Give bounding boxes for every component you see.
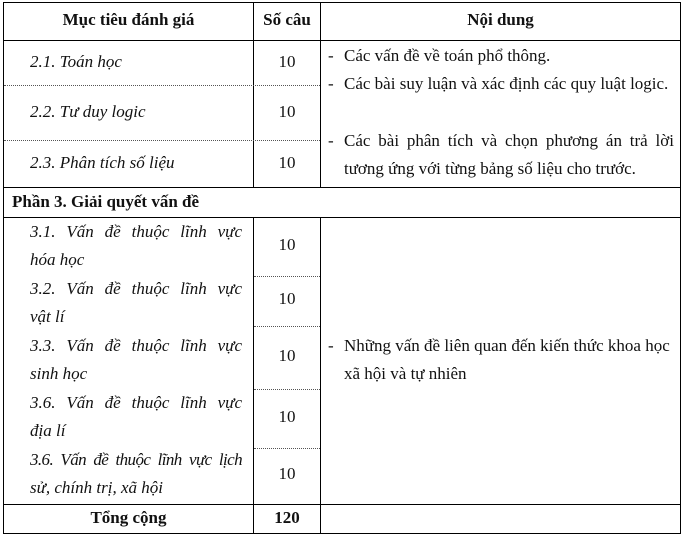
content-text: Các vấn đề về toán phổ thông. — [344, 46, 551, 65]
header-count: Số câu — [263, 10, 311, 29]
content-bullet: - Các bài phân tích và chọn phương án trả lời tương ứng với từng bảng số liệu cho trước. — [328, 127, 674, 183]
objective-line: 3.6. Vấn đề thuộc lĩnh vực lịch — [30, 450, 242, 469]
content-bullet: - Các vấn đề về toán phổ thông. — [328, 42, 674, 70]
count-cell: 10 — [278, 153, 296, 172]
objective-line: 3.2. Vấn đề thuộc lĩnh vực — [30, 279, 242, 298]
border-top — [3, 2, 681, 3]
content-bullet: - Các bài suy luận và xác định các quy luật logic. — [328, 70, 674, 98]
content-text: Các bài suy luận và xác định các quy luật logic. — [344, 74, 669, 93]
objective-cell: 2.2. Tư duy logic — [30, 102, 146, 121]
count-cell: 10 — [278, 464, 296, 483]
total-label: Tổng cộng — [90, 508, 167, 527]
count-cell: 10 — [278, 102, 296, 121]
count-cell: 10 — [278, 407, 296, 426]
row-divider — [4, 85, 320, 86]
content-text: Những vấn đề liên quan đến kiến thức khoa học xã hội và tự nhiên — [344, 336, 670, 383]
total-rule-right — [320, 504, 681, 505]
row-divider — [254, 448, 320, 449]
header-rule — [3, 40, 681, 41]
objective-cell: 2.3. Phân tích số liệu — [30, 153, 175, 172]
count-cell: 10 — [278, 52, 296, 71]
count-cell: 10 — [278, 346, 296, 365]
objective-line: vật lí — [30, 307, 65, 326]
row-divider — [4, 140, 320, 141]
count-cell: 10 — [278, 235, 296, 254]
objective-line: sinh học — [30, 364, 88, 383]
objective-line: 3.1. Vấn đề thuộc lĩnh vực — [30, 222, 242, 241]
border-left — [3, 2, 4, 534]
part3-title: Phần 3. Giải quyết vấn đề — [12, 192, 200, 211]
header-objective: Mục tiêu đánh giá — [62, 10, 195, 29]
row-divider — [254, 326, 320, 327]
content-bullet: - Những vấn đề liên quan đến kiến thức khoa học xã hội và tự nhiên — [328, 332, 674, 388]
objective-line: địa lí — [30, 421, 66, 440]
total-count: 120 — [274, 508, 300, 527]
header-content: Nội dung — [467, 10, 534, 29]
count-cell: 10 — [278, 289, 296, 308]
objective-cell: 2.1. Toán học — [30, 52, 122, 71]
col-rule-2b — [320, 217, 321, 534]
border-right — [680, 2, 681, 534]
row-divider — [254, 276, 320, 277]
objective-line: sử, chính trị, xã hội — [30, 478, 163, 497]
objective-line: 3.6. Vấn đề thuộc lĩnh vực — [30, 393, 242, 412]
objective-line: hóa học — [30, 250, 85, 269]
content-text: Các bài phân tích và chọn phương án trả lời tương ứng với từng bảng số liệu cho trước. — [344, 131, 674, 178]
border-bottom — [3, 533, 681, 534]
objective-line: 3.3. Vấn đề thuộc lĩnh vực — [30, 336, 242, 355]
row-divider — [254, 389, 320, 390]
